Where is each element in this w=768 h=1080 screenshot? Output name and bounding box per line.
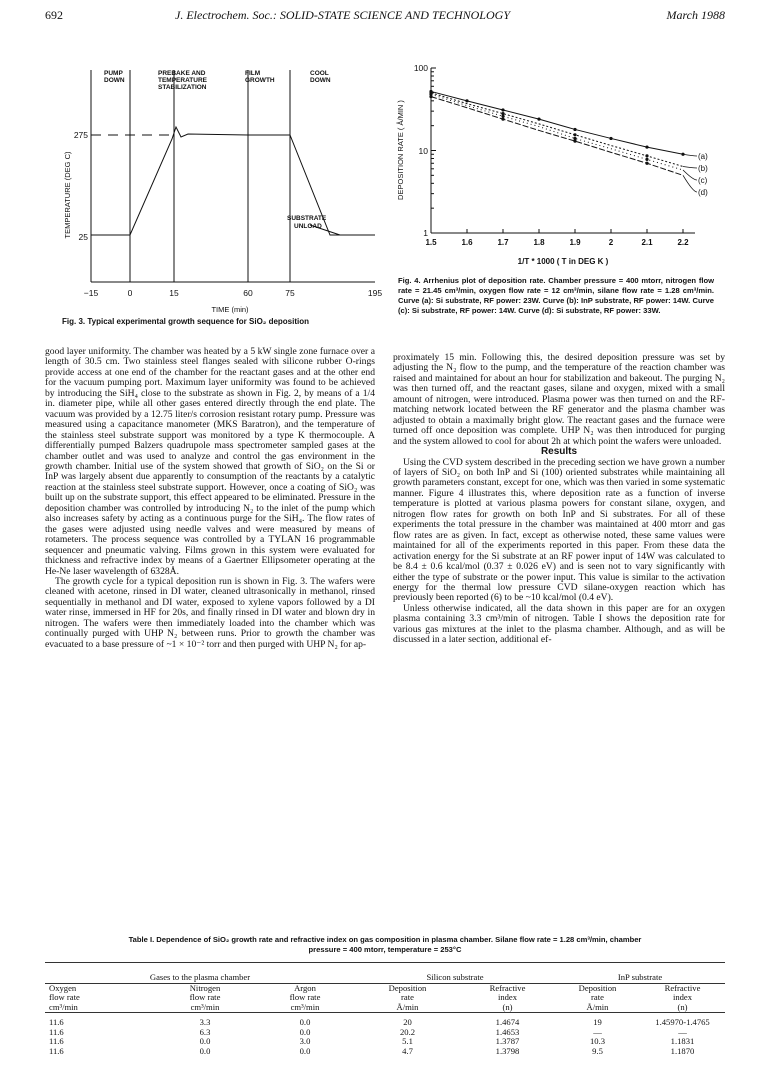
paragraph: Unless otherwise indicated, all the data shown in this paper are for an oxygen plasma containing 3.3 cm³/min of nitrogen. Table I shows the deposition rate for various gas mixtures at the inlet to the plasma chamber. Although, and as will be discussed in a later section, additional ef- [393,602,725,646]
fig4-series-label-leader [683,166,697,168]
fig3-xtick-60: 60 [243,288,253,298]
fig4-data-point [573,128,576,131]
table-group-header: InP substrate [617,972,663,982]
fig4-xtick-label: 1.8 [533,238,545,247]
running-header [45,8,725,26]
fig3-label-pump: PUMP DOWN [104,70,125,84]
table-cell: 1.4653 [495,1026,520,1037]
issue-date: March 1988 [666,8,725,22]
table-1 [45,962,725,1056]
table-column-header [255,983,355,1013]
paragraph: proximately 15 min. Following this, the desired deposition pressure was set by adjusting the N₂ flow to the pump, and the temperature of the reaction chamber was raised and maintained for about an hour for stabilization and bakeout. The purging N₂ was then turned off, and the reactant gases, silane and oxygen, mixed with a small amount of nitrogen, were introduced. Plasma power was then turned on and the RF-matching network located between the RF generator and the plasma chamber was adjusted to obtain a maximally bright glow. The reactant gases and the furnace were turned off once deposition was complete. UHP N₂ was then introduced for purging and the system allowed to cool for about 2h at which point the wafers were unloaded. [393,352,725,447]
figure-4-chart [395,58,715,273]
table-cell: — [593,1026,602,1037]
table-column-header [640,983,725,1013]
table-column-header-line: Argon [294,982,316,993]
body-left-column [45,347,375,650]
paragraph: The growth cycle for a typical deposition run is shown in Fig. 3. The wafers were cleaned with acetone, rinsed in DI water, cleaned ultrasonically in methanol, rinsed sequentially in methanol and DI water, exposed to xylene vapors followed by a DI water rinse, immersed in HF for 20s, and finally rinsed in DI water and blown dry in nitrogen. The wafers were then immediately loaded into the chamber which was continually purged with UHP N₂ between runs. Prior to growth the chamber was evacuated to a base pressure of ~1 × 10⁻² torr and then purged with UHP N₂ for ap- [45,575,375,650]
table-cell: 1.4674 [495,1017,520,1027]
table-cell: 9.5 [592,1045,603,1056]
table-cell: 5.1 [402,1036,413,1046]
fig4-xtick-label: 1.6 [461,238,473,247]
table-column-header [45,983,155,1013]
table-row [45,1047,725,1057]
table-column-header-line: Refractive [489,982,526,993]
table-cell: — [678,1026,687,1037]
fig4-series-line-a [431,91,683,154]
table-column-header-line: (n) [677,1001,688,1012]
table-column-header [155,983,255,1013]
figure-3-caption: Fig. 3. Typical experimental growth sequence for SiO₂ deposition [62,317,310,326]
fig3-xtick-m15: −15 [83,288,99,298]
fig4-ytick-10: 10 [418,146,428,156]
fig3-xlabel: TIME (min) [211,305,249,314]
fig4-series-label: (a) [698,152,708,161]
table-cell: 1.3787 [495,1036,520,1046]
fig4-data-point [501,115,504,118]
fig3-xtick-15: 15 [169,288,179,298]
paragraph: good layer uniformity. The chamber was heated by a 5 kW single zone furnace over a length of 30.5 cm. Two stainless steel flanges sealed with silicone rubber O-rings provide access at one end of the chamber for the reactant gases and at the other end for the vacuum pumping port. Maximum layer uniformity was found to be achieved by introducing the SiH₄ close to the substrate as shown in Fig. 2, by means of a 1/4 in. diameter pipe, while all other gases entered directly through the end plate. The vacuum was provided by a 12.75 liter/s corrosion resistant rotary pump. Pressure was measured using a capacitance manometer (MKS Baratron), and the temperature of the stainless steel substrate support was monitored by a type K thermocouple. A differentially pumped Balzers quadrupole mass spectrometer sampled gases at the chamber outlet and was used to analyze and control the gas environment in the growth chamber. Initial use of the system showed that growth of SiO₂ on the Si or InP was largely absent due apparently to consumption of the reactants by a catalytic reaction at the stainless steel substrate support. However, once a coating of SiO₂ was built up on the substrate support, this effect appeared to be eliminated. Pressure in the deposition chamber was controlled by introducing N₂ to the inlet of the pump which also increases safety by acting as a continuous purge for the SiH₄. The flow rates of the gases were adjusted using needle valves and were measured by means of rotameters. The process sequence was controlled by a TYLAN 16 programmable sequencer and pneumatic valving. Films grown in this system were evaluated for thickness and refractive index by means of a Gaertner Ellipsometer operating at the He-Ne laser wavelength of 6328Å. [45,346,375,577]
fig3-ylabel: TEMPERATURE (DEG C) [63,151,72,239]
table-cell: 1.1831 [670,1036,695,1046]
page-number: 692 [45,8,63,22]
table-cell: 11.6 [49,1045,64,1056]
fig4-data-point [645,154,648,157]
table-cell: 0.0 [199,1045,211,1056]
table-cell: 11.6 [49,1026,64,1037]
fig4-ytick-100: 100 [413,63,428,73]
fig4-data-point [573,139,576,142]
fig4-data-point [609,137,612,140]
fig4-data-point [645,145,648,148]
fig4-xtick-label: 1.7 [497,238,509,247]
table-cell: 10.3 [589,1036,606,1046]
table-cell: 3.3 [199,1017,211,1027]
table-cell: 0.0 [199,1036,211,1046]
table-cell: 0.0 [299,1017,311,1027]
table-caption-line: Table I. Dependence of SiO₂ growth rate and refractive index on gas composition in plasma chamber. Silane flow rate = 1.28 cm³/min, chamber [128,935,642,944]
table-column-header [460,983,555,1013]
table-caption-line: pressure = 400 mtorr, temperature = 253°C [308,945,462,954]
table-cell: 1.45970-1.4765 [655,1017,710,1027]
table-column-header-line: rate [401,992,414,1002]
table-column-header-line: flow rate [289,992,321,1002]
fig4-xtick-label: 1.5 [425,238,437,247]
fig4-data-point [645,158,648,161]
table-row [45,1037,725,1047]
fig4-xtick-label: 2.1 [641,238,653,247]
fig3-label-film: FILM GROWTH [245,70,275,84]
table-column-header [555,983,640,1013]
fig3-temperature-curve [91,127,375,235]
table-cell: 0.0 [299,1045,311,1056]
paragraph: Using the CVD system described in the preceding section we have grown a number of layers of SiO₂ on both InP and Si (100) oriented substrates while maintaining all growth parameters constant, except for one, which was then varied in some systematic manner. Figure 4 illustrates this, where deposition rate as a function of inverse temperature is plotted at various plasma powers for constant silane, oxygen, and nitrogen flow rates for growth on both InP and Si substrates. For all of these experiments the total pressure in the chamber was maintained at 400 mtorr and gas flow rates are as given. In fact, except as otherwise noted, these same values were maintained for all of the experiments reported in this paper. From these data the activation energy for the Si substrate at an RF power input of 14W was calculated to be 8.4 ± 0.6 kcal/mol (0.37 ± 0.026 eV) and is seen not to vary significantly with either the type of substrate or the power input. This value is similar to the activation energy for the thermal low pressure CVD silane-oxygen reaction which has previously been reported (6) to be ~10 kcal/mol (0.4 eV). [393,456,725,604]
table-cell: 11.6 [49,1017,64,1027]
fig4-xtick-label: 1.9 [569,238,581,247]
fig4-series-line-c [431,94,683,170]
table-column-header-line: index [672,992,693,1002]
journal-title: J. Electrochem. Soc.: SOLID-STATE SCIENCE AND TECHNOLOGY [175,8,510,22]
table-group-header-row [45,963,725,984]
table-cell: 3.0 [299,1036,311,1046]
table-cell: 11.6 [49,1036,64,1046]
figure-3-chart [40,50,390,314]
table-column-header-line: Nitrogen [189,982,221,993]
table-column-header-line: index [497,992,518,1002]
table-column-header-line: flow rate [49,992,80,1002]
table-row [45,1028,725,1038]
table-group-header: Silicon substrate [426,972,484,982]
fig4-series-label-leader [683,154,697,156]
table-cell: 0.0 [299,1026,311,1037]
table-column-header-line: Refractive [664,982,701,993]
fig4-xtick-label: 2 [608,238,614,247]
table-header-row [45,983,725,1013]
fig4-ylabel: DEPOSITION RATE ( Å/MIN ) [396,100,405,200]
fig3-label-prebake: PREBAKE AND TEMPERATURE STABILIZATION [158,70,207,91]
table-cell: 1.3798 [495,1045,520,1056]
fig4-data-point [465,99,468,102]
table-cell: 19 [593,1017,602,1027]
table-column-header-line: rate [591,992,604,1002]
fig3-xtick-0: 0 [127,288,133,298]
section-heading-results: Results [540,446,578,458]
fig4-data-point [573,133,576,136]
fig4-xtick-label: 2.2 [677,238,689,247]
table-column-header-line: Å/min [396,1001,419,1012]
table-row [45,1013,725,1028]
fig4-series-label: (d) [698,188,708,197]
fig3-xtick-75: 75 [285,288,295,298]
fig4-data-point [537,118,540,121]
table-column-header-line: cm³/min [49,1001,78,1012]
body-right-column [393,353,725,646]
fig4-data-point [501,108,504,111]
table-cell: 1.1870 [670,1045,695,1056]
fig3-annotation: SUBSTRATE UNLOAD [287,215,327,230]
table-column-header-line: Deposition [578,982,617,993]
table-column-header-line: Å/min [586,1001,609,1012]
fig4-xlabel: 1/T * 1000 ( T in DEG K ) [517,257,609,266]
fig3-xtick-195: 195 [367,288,383,298]
fig4-series-line-b [431,93,683,167]
table-column-header [355,983,460,1013]
table-cell: 6.3 [199,1026,211,1037]
figure-4-caption: Fig. 4. Arrhenius plot of deposition rate. Chamber pressure = 400 mtorr, nitrogen flow rate = 21.45 cm³/min, oxygen flow rate = 12 cm³/min, silane flow rate = 1.28 cm³/min. Curve (a): Si substrate, RF power: 23W. Curve (b): InP substrate, RF power: 14W. Curve (c): Si substrate, RF power: 14W. Curve (d): Si substrate, RF power: 33W. [398,276,714,315]
table-cell: 20 [403,1017,412,1027]
fig4-series-label-leader [683,175,697,192]
table-column-header-line: cm³/min [190,1001,220,1012]
fig4-series-label: (c) [698,176,708,185]
fig4-data-point [429,95,432,98]
fig4-series-line-d [431,97,683,176]
table-1-caption [45,935,725,955]
fig4-ytick-1: 1 [423,228,428,238]
fig4-series-label: (b) [698,164,708,173]
table-column-header-line: cm³/min [290,1001,320,1012]
table-group-header: Gases to the plasma chamber [149,972,251,982]
table-column-header-line: Deposition [388,982,427,993]
fig3-label-cool: COOL DOWN [310,70,331,84]
table-cell: 4.7 [402,1045,413,1056]
table-column-header-line: flow rate [189,992,221,1002]
fig3-ytick-25: 25 [78,232,88,242]
table-cell: 20.2 [399,1026,416,1037]
fig4-data-point [501,118,504,121]
fig4-data-point [645,162,648,165]
fig3-ytick-275: 275 [73,130,88,140]
table-column-header-line: Oxygen [49,982,77,993]
table-column-header-line: (n) [502,1001,513,1012]
